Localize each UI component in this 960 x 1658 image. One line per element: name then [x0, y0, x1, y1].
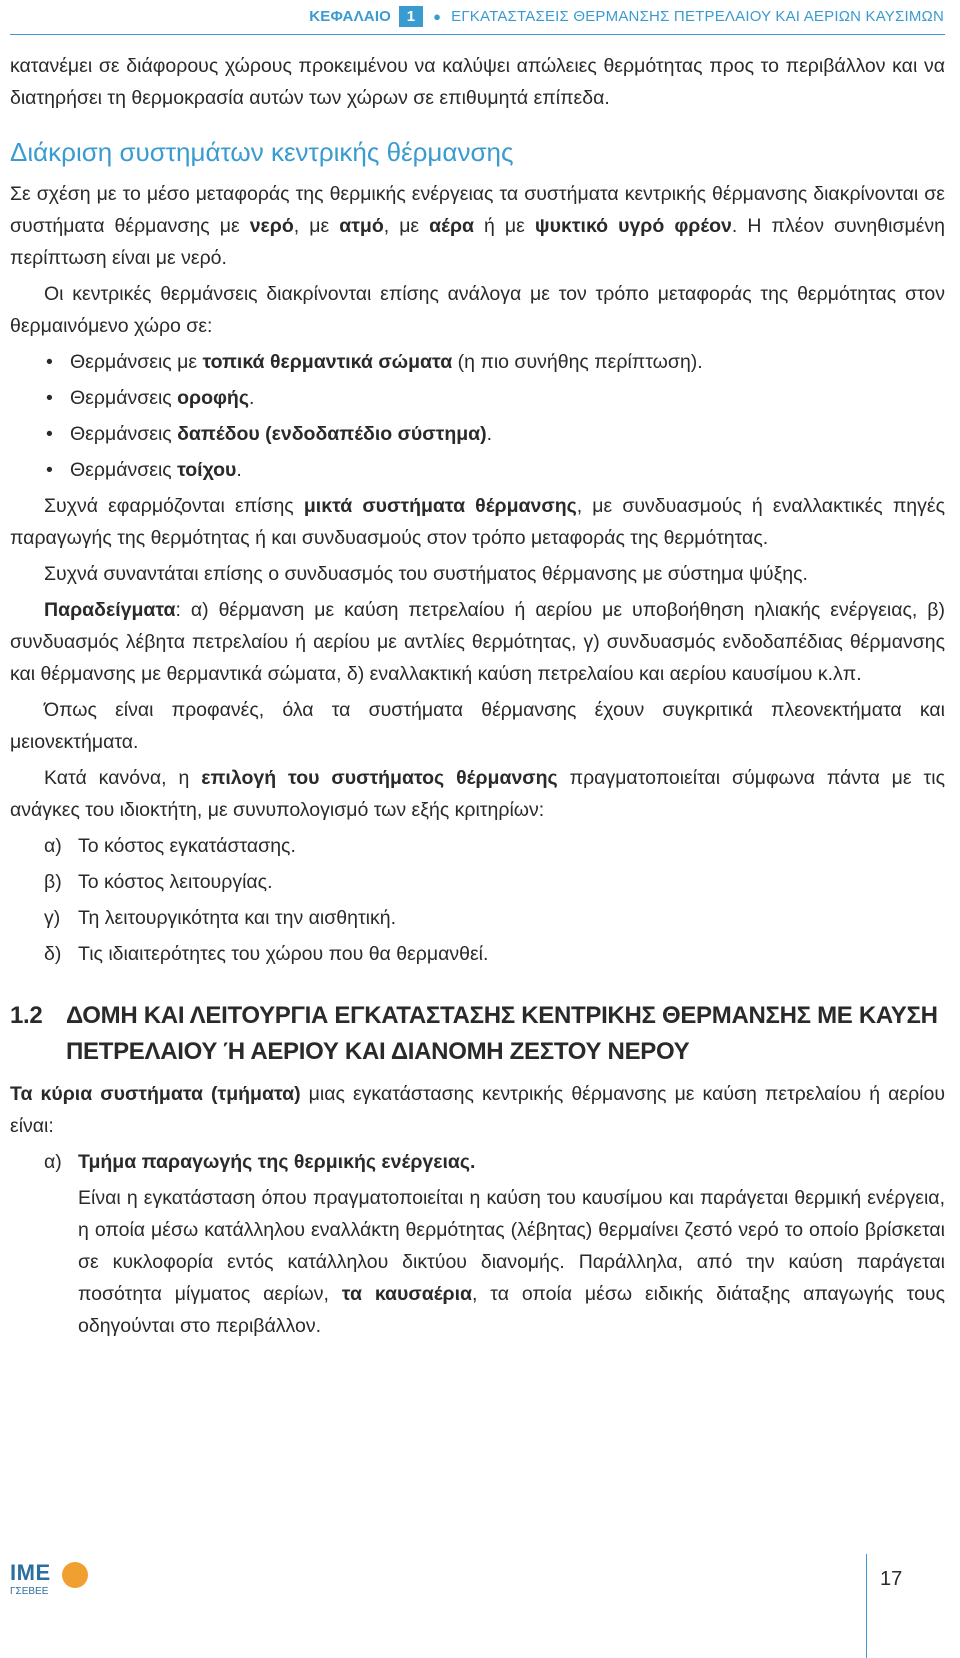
page-number: 17	[880, 1568, 903, 1590]
list-item: • Θερμάνσεις οροφής.	[10, 382, 945, 414]
list-item: α) Το κόστος εγκατάστασης.	[44, 835, 296, 857]
footer-divider	[866, 1554, 867, 1658]
list-item: • Θερμάνσεις δαπέδου (ενδοδαπέδιο σύστημα).	[10, 418, 945, 450]
paragraph-pros-cons: Όπως είναι προφανές, όλα τα συστήματα θέρμανσης έχουν συγκριτικά πλεονεκτήματα και μειονεκτήματα.	[10, 699, 945, 753]
logo-subtext: ΓΣΕΒΕΕ	[10, 1586, 49, 1597]
running-header	[0, 0, 960, 34]
list-item: β) Το κόστος λειτουργίας.	[44, 871, 273, 893]
list-item: • Θερμάνσεις τοίχου.	[10, 454, 945, 486]
paragraph-main-systems: Τα κύρια συστήματα (τμήματα) μιας εγκατάστασης κεντρικής θέρμανσης με καύση πετρελαίου ή αερίου είναι:	[10, 1083, 945, 1137]
paragraph-cooling: Συχνά συναντάται επίσης ο συνδυασμός του συστήματος θέρμανσης με σύστημα ψύξης.	[44, 563, 808, 585]
list-item: • Θερμάνσεις με τοπικά θερμαντικά σώματα (η πιο συνήθης περίπτωση).	[10, 346, 945, 378]
paragraph-examples: Παραδείγματα: α) θέρμανση με καύση πετρελαίου ή αερίου με υποβοήθηση ηλιακής ενέργειας, β) συνδυασμός λέβητα πετρελαίου ή αερίου με αντλίες θερμότητας, γ) συνδυασμός ενδοδαπέδιας θέρμανσης και θέρμανσης με θερμαντικά σώματα, δ) εναλλακτική καύση πετρελαίου και αερίου καυσίμου κ.λπ.	[10, 599, 945, 685]
header-divider	[10, 34, 945, 35]
paragraph-intro: κατανέμει σε διάφορους χώρους προκειμένου να καλύψει απώλειες θερμότητας προς το περιβάλλον και να διατηρήσει τη θερμοκρασία αυτών των χώρων σε επιθυμητά επίπεδα.	[10, 55, 945, 109]
page-body	[10, 50, 945, 1346]
paragraph-production-section: Είναι η εγκατάσταση όπου πραγματοποιείται η καύση του καυσίμου και παράγεται θερμική ενέργεια, η οποία μέσω κατάλληλου εναλλάκτη θερμότητας (λέβητας) θερμαίνει ζεστό νερό το οποίο βρίσκεται σε κυκλοφορία εντός κατάλληλου δικτύου διανομής. Παράλληλα, από την καύση παράγεται ποσότητα μίγματος αερίων, τα καυσαέρια, τα οποία μέσω ειδικής διάταξης απαγωγής τους οδηγούνται στο περιβάλλον.	[78, 1187, 945, 1337]
list-item: γ) Τη λειτουργικότητα και την αισθητική.	[44, 907, 397, 929]
bullet-separator-icon: ●	[433, 9, 442, 24]
list-item: δ) Τις ιδιαιτερότητες του χώρου που θα θερμανθεί.	[44, 943, 489, 965]
heating-types-list	[10, 346, 945, 486]
section-title: Διάκριση συστημάτων κεντρικής θέρμανσης	[10, 137, 514, 167]
systems-list	[10, 1146, 945, 1178]
logo-sun-icon	[62, 1562, 88, 1588]
list-item: α) Τμήμα παραγωγής της θερμικής ενέργειας.	[44, 1151, 476, 1173]
chapter-title: ΕΓΚΑΤΑΣΤΑΣΕΙΣ ΘΕΡΜΑΝΣΗΣ ΠΕΤΡΕΛΑΙΟΥ ΚΑΙ ΑΕΡΙΩΝ ΚΑΥΣΙΜΩΝ	[451, 8, 944, 25]
paragraph-distinction: Οι κεντρικές θερμάνσεις διακρίνονται επίσης ανάλογα με τον τρόπο μεταφοράς της θερμότητας στον θερμαινόμενο χώρο σε:	[10, 283, 945, 337]
paragraph-transfer-medium: Σε σχέση με το μέσο μεταφοράς της θερμικής ενέργειας τα συστήματα κεντρικής θέρμανσης διακρίνονται σε συστήματα θέρμανσης με νερό, με ατμό, με αέρα ή με ψυκτικό υγρό φρέον. Η πλέον συνηθισμένη περίπτωση είναι με νερό.	[10, 183, 946, 269]
paragraph-selection: Κατά κανόνα, η επιλογή του συστήματος θέρμανσης πραγματοποιείται σύμφωνα πάντα με τις ανάγκες του ιδιοκτήτη, με συνυπολογισμό των εξής κριτηρίων:	[10, 767, 945, 821]
paragraph-mixed-systems: Συχνά εφαρμόζονται επίσης μικτά συστήματα θέρμανσης, με συνδυασμούς ή εναλλακτικές πηγές παραγωγής της θερμότητας ή και συνδυασμούς στον τρόπο μεταφοράς της θερμότητας.	[10, 495, 945, 549]
chapter-number-badge: 1	[399, 6, 423, 27]
section-heading-1-2: 1.2 ΔΟΜΗ ΚΑΙ ΛΕΙΤΟΥΡΓΙΑ ΕΓΚΑΤΑΣΤΑΣΗΣ ΚΕΝΤΡΙΚΗΣ ΘΕΡΜΑΝΣΗΣ ΜΕ ΚΑΥΣΗ ΠΕΤΡΕΛΑΙΟΥ Ή ΑΕΡΙΟΥ ΚΑΙ ΔΙΑΝΟΜΗ ΖΕΣΤΟΥ ΝΕΡΟΥ	[10, 1002, 938, 1065]
criteria-list	[10, 830, 945, 970]
chapter-label: ΚΕΦΑΛΑΙΟ	[309, 8, 392, 25]
logo-text: ΙΜΕ	[10, 1560, 51, 1585]
ime-gsevee-logo	[10, 1560, 130, 1620]
